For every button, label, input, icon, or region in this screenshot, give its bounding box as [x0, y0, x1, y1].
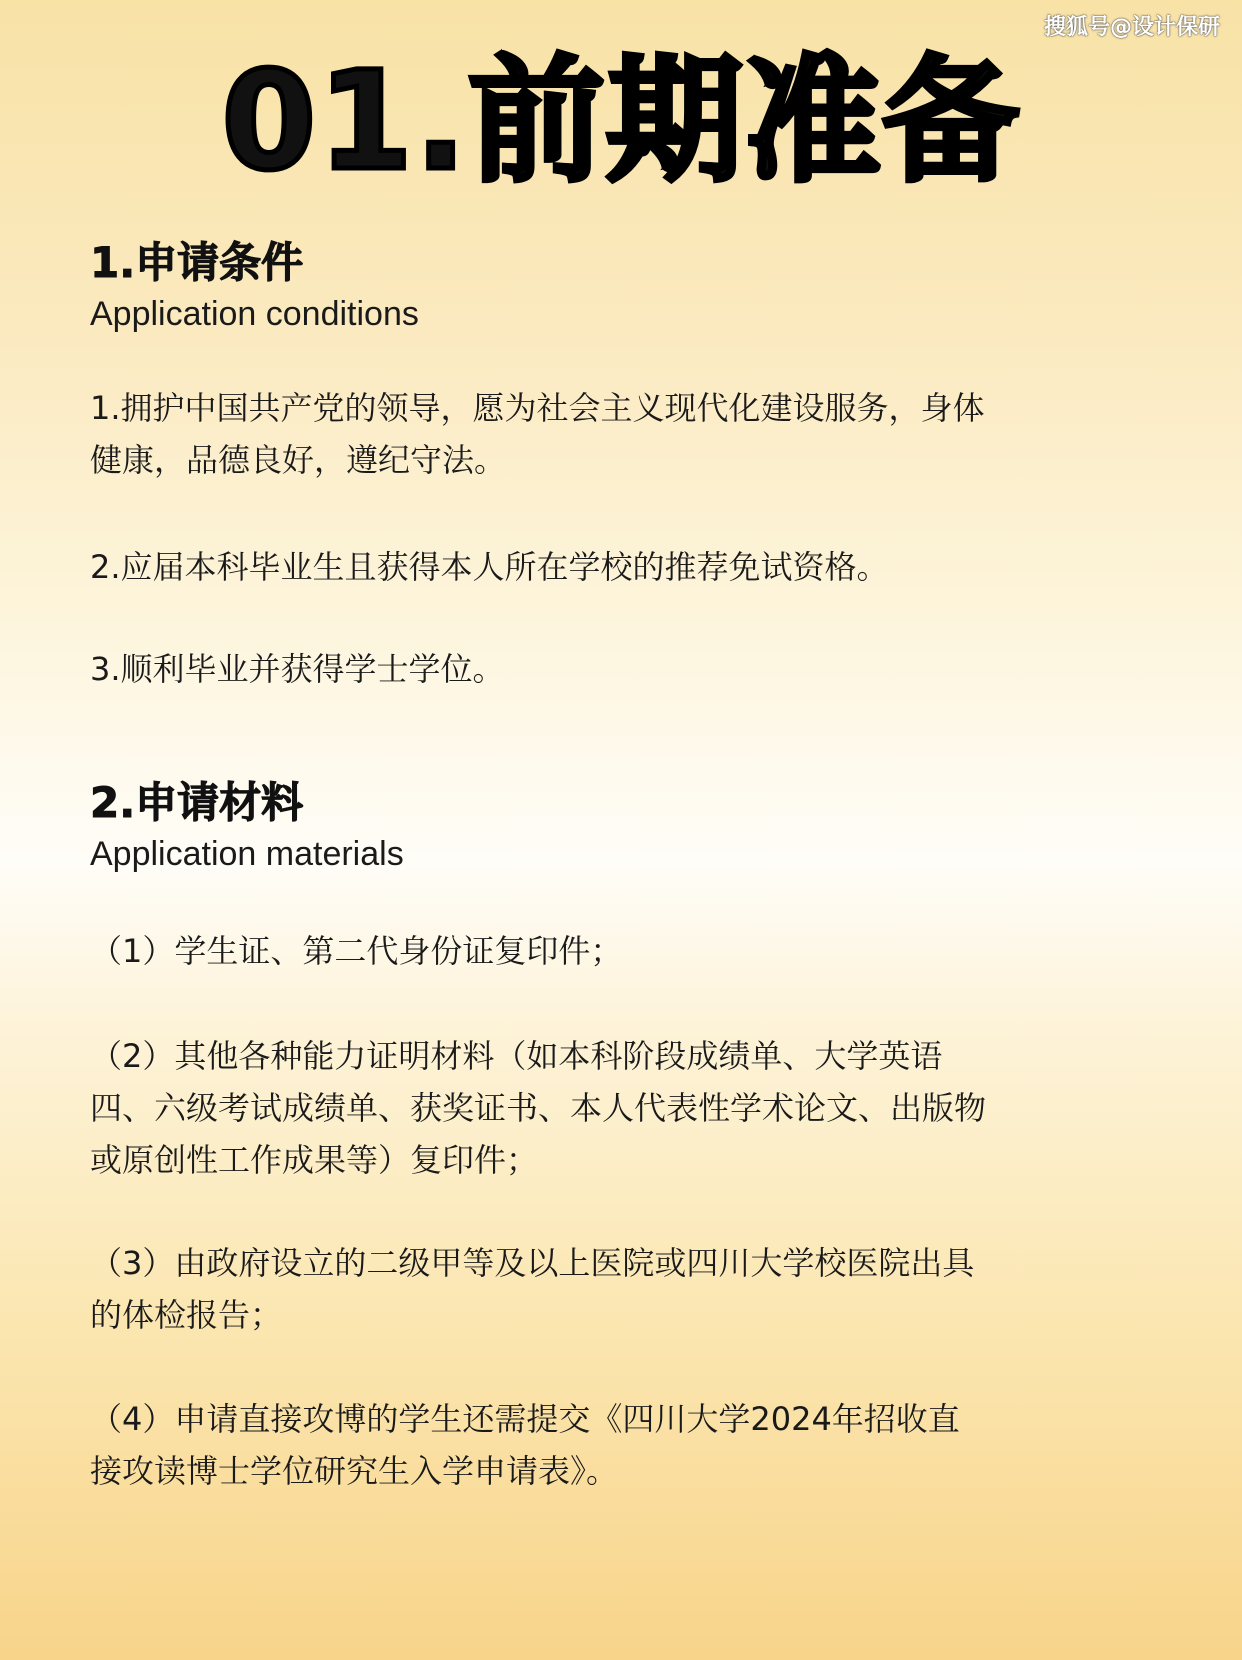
- line: 或原创性工作成果等）复印件；: [90, 1141, 539, 1179]
- page-title: 01.前期准备: [221, 43, 1021, 201]
- line: （2）其他各种能力证明材料（如本科阶段成绩单、大学英语: [90, 1037, 943, 1075]
- list-item: [90, 541, 889, 593]
- section-subtitle: Application conditions: [90, 295, 419, 333]
- list-item: [90, 643, 505, 695]
- line: 的体检报告；: [90, 1296, 283, 1334]
- list-item: [90, 1393, 960, 1497]
- line: 1.拥护中国共产党的领导，愿为社会主义现代化建设服务，身体: [90, 389, 985, 427]
- list-item: [90, 925, 622, 977]
- watermark: 搜狐号@设计保研: [1043, 15, 1220, 40]
- line: 健康，品德良好，遵纪守法。: [90, 441, 507, 479]
- section-subtitle: Application materials: [90, 835, 404, 873]
- line: （3）由政府设立的二级甲等及以上医院或四川大学校医院出具: [90, 1244, 975, 1282]
- list-item: [90, 1030, 986, 1186]
- line: 2.应届本科毕业生且获得本人所在学校的推荐免试资格。: [90, 548, 889, 586]
- list-item: [90, 1237, 974, 1341]
- line: 接攻读博士学位研究生入学申请表》。: [90, 1452, 619, 1490]
- line: （1）学生证、第二代身份证复印件；: [90, 932, 623, 970]
- line: （4）申请直接攻博的学生还需提交《四川大学2024年招收直: [90, 1400, 960, 1438]
- list-item: [90, 382, 985, 486]
- section-heading: 2.申请材料: [90, 778, 304, 827]
- section-heading: 1.申请条件: [90, 238, 304, 287]
- line: 四、六级考试成绩单、获奖证书、本人代表性学术论文、出版物: [90, 1089, 987, 1127]
- line: 3.顺利毕业并获得学士学位。: [90, 650, 505, 688]
